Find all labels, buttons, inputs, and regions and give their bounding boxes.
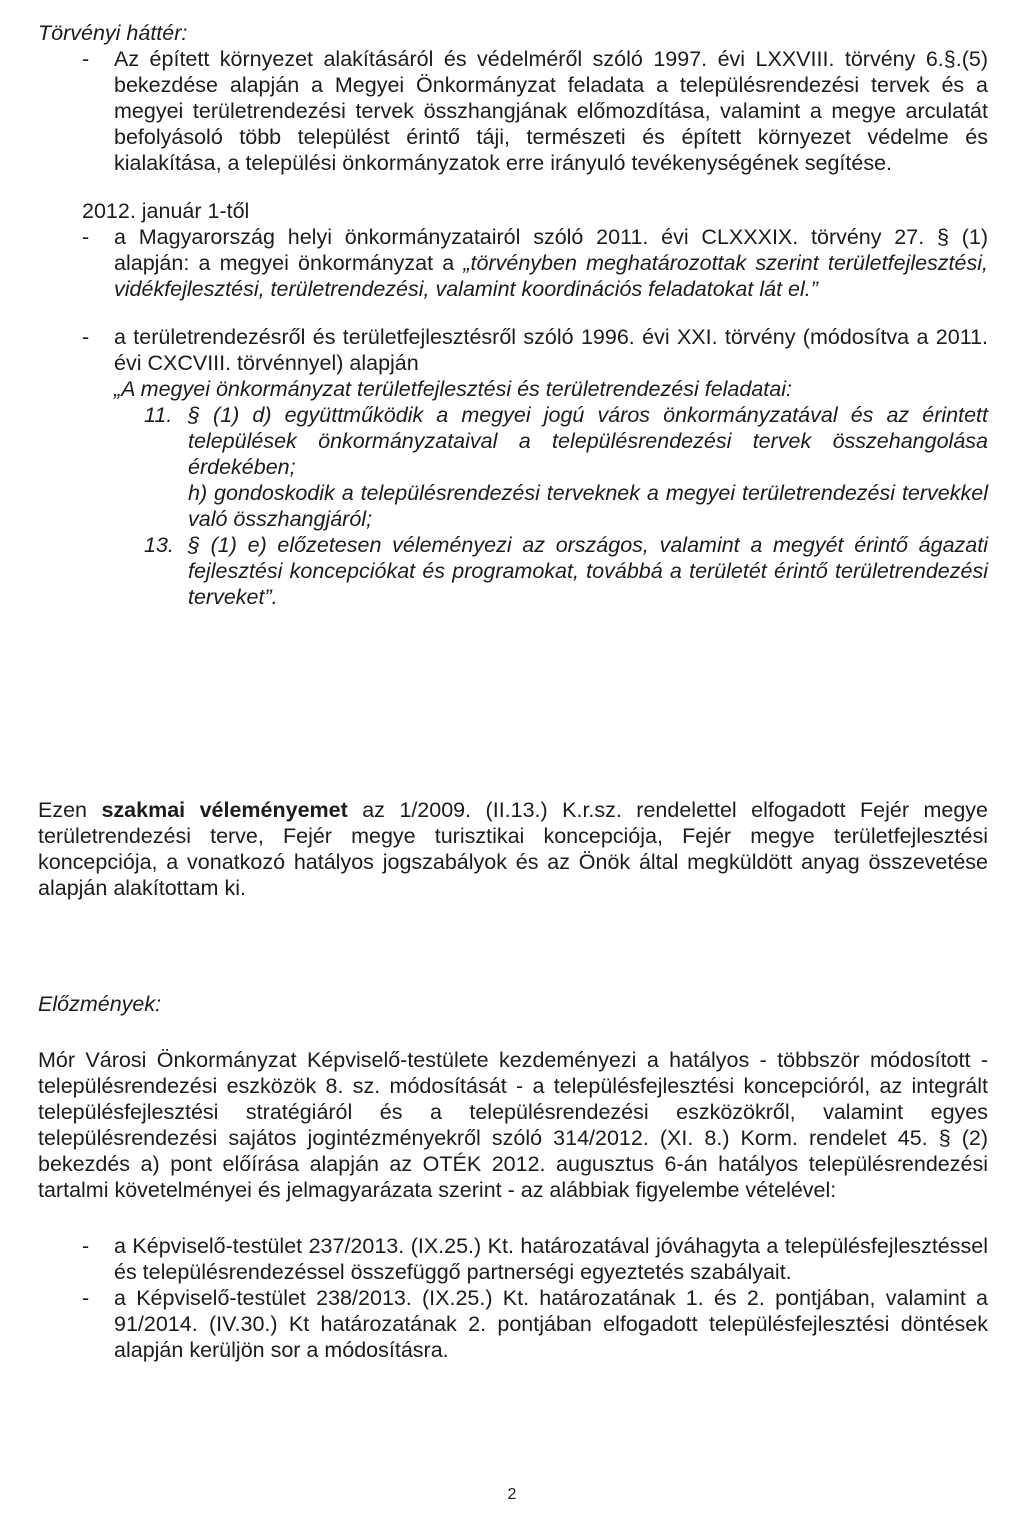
- legal-item-1: [38, 46, 988, 176]
- bullet-dash: -: [82, 1234, 90, 1258]
- antecedents-section: [38, 991, 988, 1363]
- bullet-dash: -: [82, 325, 90, 349]
- clause-13-number: 13.: [144, 533, 174, 557]
- legal-item-2-text: a Magyarország helyi önkormányzatairól szóló 2011. évi CLXXXIX. törvény 27. § (1) alapján: a megyei önkormányzat a: [114, 225, 988, 275]
- bullet-dash: -: [82, 225, 90, 249]
- antecedents-item-1-text: a Képviselő-testület 237/2013. (IX.25.) Kt. határozatával jóváhagyta a településfejlesztéssel és településrendezéssel összefüggő partnerségi egyeztetés szabályait.: [114, 1234, 988, 1284]
- antecedents-item-2: [38, 1285, 988, 1363]
- bullet-dash: -: [82, 1286, 90, 1310]
- antecedents-paragraph: Mór Városi Önkormányzat Képviselő-testülete kezdeményezi a hatályos - többször módosított - településrendezési eszközök 8. sz. módosítását - a településfejlesztési koncepcióról, az integrált településfejlesztési stratégiáról és a településrendezési eszközökről, valamint egyes településrendezési sajátos jogintézményekről szóló 314/2012. (XI. 8.) Korm. rendelet 45. § (2) bekezdés a) pont előírása alapján az OTÉK 2012. augusztus 6-án hatályos településrendezési tartalmi követelményei és jelmagyarázata szerint - az alábbiak figyelembe vételével:: [38, 1048, 988, 1202]
- opinion-bold: szakmai véleményemet: [101, 798, 348, 822]
- legal-item-2: [38, 224, 988, 302]
- antecedents-heading: Előzmények:: [38, 992, 162, 1016]
- opinion-paragraph: [38, 797, 988, 901]
- page-number: 2: [507, 1486, 517, 1503]
- legal-background-section: [38, 20, 988, 610]
- legal-item-2-quote: „törvényben meghatározottak szerint területfejlesztési, vidékfejlesztési, területrendezési, valamint koordinációs feladatokat lát el.”: [114, 251, 988, 301]
- opinion-rest: az 1/2009. (II.13.) K.r.sz. rendelettel elfogadott Fejér megye területrendezési terve, Fejér megye turisztikai koncepciója, Fejér megye területfejlesztési koncepciója, a vonatkozó hatályos jogszabályok és az Önök által megküldött anyag összevetése alapján alakítottam ki.: [38, 798, 989, 900]
- bullet-dash: -: [82, 47, 90, 71]
- legal-item-1-text: Az épített környezet alakításáról és védelméről szóló 1997. évi LXXVIII. törvény 6.§.(5) bekezdése alapján a Megyei Önkormányzat feladata a településrendezési tervek és a megyei területrendezési tervek összhangjának előmozdítása, valamint a megye arculatát befolyásoló több települést érintő táji, természeti és épített környezet védelme és kialakítása, a települési önkormányzatok erre irányuló tevékenységének segítése.: [114, 47, 988, 175]
- legal-item-3: [38, 324, 988, 402]
- clause-13-e: § (1) e) előzetesen véleményezi az országos, valamint a megyét érintő ágazati fejlesztési koncepciókat és programokat, továbbá a területét érintő területrendezési terveket”.: [188, 533, 988, 609]
- legal-item-3-text: a területrendezésről és területfejlesztésről szóló 1996. évi XXI. törvény (módosítva a 2011. évi CXCVIII. törvénnyel) alapján: [114, 325, 988, 375]
- clause-11-d: § (1) d) együttműködik a megyei jogú város önkormányzatával és az érintett települések önkormányzataival a településrendezési tervek összehangolása érdekében;: [188, 403, 988, 479]
- clause-11-h: h) gondoskodik a településrendezési terveknek a megyei területrendezési tervekkel való összhangjáról;: [188, 481, 988, 531]
- opinion-prefix: Ezen: [38, 798, 102, 822]
- clause-13: [38, 532, 988, 610]
- legal-item-3-quote: „A megyei önkormányzat területfejlesztési és területrendezési feladatai:: [114, 377, 792, 401]
- date-line: 2012. január 1-től: [82, 199, 250, 223]
- antecedents-item-1: [38, 1233, 988, 1285]
- legal-background-heading: Törvényi háttér:: [38, 21, 188, 45]
- clause-11-number: 11.: [144, 403, 173, 427]
- clause-11: [38, 402, 988, 532]
- antecedents-item-2-text: a Képviselő-testület 238/2013. (IX.25.) Kt. határozatának 1. és 2. pontjában, valamint a 91/2014. (IV.30.) Kt határozatának 2. pontjában elfogadott településfejlesztési döntések alapján kerüljön sor a módosításra.: [114, 1286, 988, 1362]
